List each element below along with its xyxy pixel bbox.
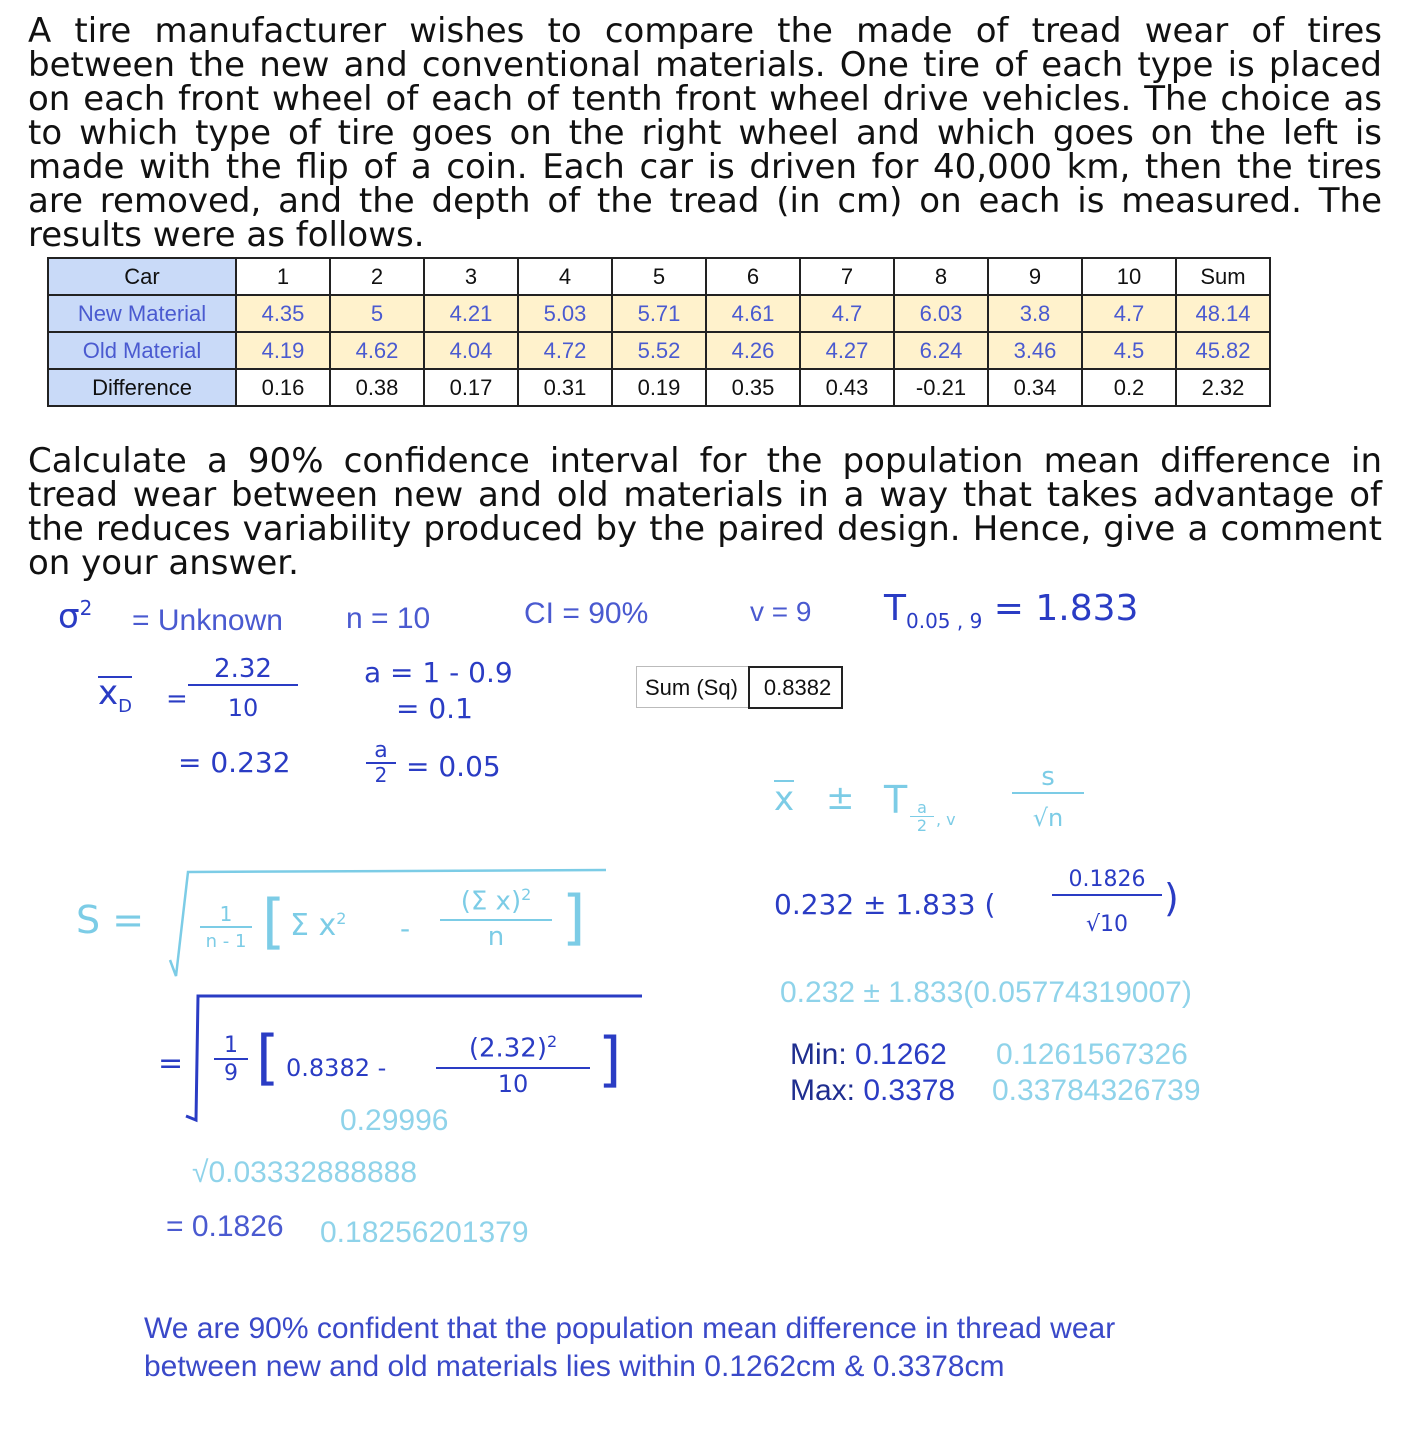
- mean-numerator: 2.32: [188, 654, 298, 686]
- conclusion: We are 90% confident that the population mean difference in thread wear between new and old materials lies within 0.1262cm & 0.3378cm: [144, 1312, 1116, 1383]
- sum-squares-box: [636, 666, 843, 709]
- s-formula-sumx-sq: (Σ x)$^2$: [440, 878, 552, 921]
- ci-max-exact: 0.33784326739: [992, 1074, 1201, 1107]
- table-cell: 0.19: [612, 369, 706, 406]
- row-label: Old Material: [48, 332, 236, 369]
- sum-cell: 45.82: [1176, 332, 1270, 369]
- sample-size: n = 10: [346, 602, 431, 635]
- table-cell: 4.21: [424, 295, 518, 332]
- table-cell: 5.03: [518, 295, 612, 332]
- s-sub-one: 1: [214, 1034, 248, 1060]
- ci-min: Min: 0.1262: [790, 1038, 947, 1071]
- s-exact: 0.18256201379: [320, 1216, 529, 1249]
- header-cell: 5: [612, 258, 706, 295]
- bracket-result: 0.29996: [340, 1104, 449, 1137]
- question-statement: Calculate a 90% confidence interval for the population mean difference in tread wear between new and old materials in a way that takes advantage of the reduces variability produced by the paired design. Hence, give a comment on your answer.: [28, 441, 1382, 583]
- table-cell: 6.24: [894, 332, 988, 369]
- s-sub-denominator: 10: [497, 1070, 529, 1098]
- sqrt-result: √0.03332888888: [192, 1156, 418, 1189]
- table-cell: 4.7: [800, 295, 894, 332]
- ci-formula-sqrt-n: √n: [1032, 804, 1064, 832]
- header-cell: 1: [236, 258, 330, 295]
- row-label: Difference: [48, 369, 236, 406]
- s-formula-close-bracket: ]: [562, 883, 586, 953]
- table-cell: 4.35: [236, 295, 330, 332]
- ci-sub-denominator: √10: [1085, 912, 1128, 937]
- s-formula-label: S =: [76, 898, 145, 942]
- mean-denominator: 10: [227, 694, 259, 722]
- table-cell: 4.61: [706, 295, 800, 332]
- s-formula-one: 1: [200, 902, 252, 928]
- ci-sub-numerator: 0.1826: [1052, 866, 1162, 896]
- ci-max: Max: 0.3378: [790, 1074, 956, 1107]
- ci-formula-pm: ±: [826, 778, 855, 818]
- problem-statement: A tire manufacturer wishes to compare the made of tread wear of tires between the new and conventional materials. One tire of each type is placed on each front wheel of each of tenth front wheel drive vehicles. The choice as to which type of tire goes on the right wheel and which goes on the left is made with the flip of a coin. Each car is driven for 40,000 km, then the tires are removed, and the depth of the tread (in cm) on each is measured. The results were as follows.: [28, 11, 1382, 255]
- table-cell: 4.19: [236, 332, 330, 369]
- sigma-unknown: = Unknown: [132, 604, 283, 637]
- table-cell: 0.17: [424, 369, 518, 406]
- ci-formula-sub-v: , v: [936, 810, 956, 829]
- xbar-symbol: $x_D$: [98, 676, 132, 722]
- mean-result: = 0.232: [178, 746, 291, 779]
- table-cell: 3.46: [988, 332, 1082, 369]
- s-sub-close-bracket: ]: [598, 1025, 622, 1095]
- header-cell: 4: [518, 258, 612, 295]
- table-row: [48, 369, 1270, 406]
- half-alpha-den: 2: [374, 763, 388, 787]
- ci-formula-xbar: x: [774, 779, 795, 819]
- s-formula-sum-x2: Σ $x^2$: [290, 908, 347, 943]
- table-cell: 5.71: [612, 295, 706, 332]
- s-formula-nm1: n - 1: [205, 931, 247, 952]
- table-cell: 5.52: [612, 332, 706, 369]
- table-cell: 0.31: [518, 369, 612, 406]
- s-sub-equals: =: [158, 1046, 184, 1081]
- half-alpha-num: a: [366, 740, 396, 764]
- table-cell: 5: [330, 295, 424, 332]
- header-cell: 3: [424, 258, 518, 295]
- table-cell: 0.34: [988, 369, 1082, 406]
- table-cell: 4.27: [800, 332, 894, 369]
- t-critical-value: $T_{0.05 , 9} = 1.833$: [884, 588, 1139, 634]
- ci-sub-close: ): [1164, 876, 1179, 920]
- table-row: [48, 332, 1270, 369]
- ci-min-exact: 0.1261567326: [996, 1038, 1188, 1071]
- sum-cell: 2.32: [1176, 369, 1270, 406]
- table-cell: 4.04: [424, 332, 518, 369]
- table-cell: 0.16: [236, 369, 330, 406]
- table-row: [48, 295, 1270, 332]
- table-cell: -0.21: [894, 369, 988, 406]
- sum-cell: 48.14: [1176, 295, 1270, 332]
- header-cell: Car: [48, 258, 236, 295]
- sum-squares-label: Sum (Sq): [636, 666, 748, 708]
- s-sub-nine: 9: [224, 1061, 238, 1086]
- table-cell: 6.03: [894, 295, 988, 332]
- table-cell: 4.26: [706, 332, 800, 369]
- table-cell: 0.43: [800, 369, 894, 406]
- sum-squares-value: 0.8382: [748, 666, 843, 709]
- alpha-calc: a = 1 - 0.9: [364, 656, 513, 689]
- header-cell: 8: [894, 258, 988, 295]
- s-sub-numerator: $(2.32)^2$: [436, 1024, 590, 1069]
- confidence-level: CI = 90%: [524, 597, 649, 630]
- s-formula-open-bracket: [: [262, 887, 286, 957]
- s-sub-open-bracket: [: [256, 1023, 280, 1093]
- s-sub-value: 0.8382 -: [286, 1054, 387, 1082]
- s-formula-n: n: [487, 922, 505, 952]
- table-cell: 0.2: [1082, 369, 1176, 406]
- table-cell: 4.72: [518, 332, 612, 369]
- ci-formula-sub-num: a: [910, 800, 934, 817]
- data-table: [47, 257, 1271, 407]
- half-alpha-result: = 0.05: [406, 750, 501, 783]
- header-cell: 10: [1082, 258, 1176, 295]
- s-formula-minus: -: [400, 912, 411, 945]
- table-header-row: [48, 258, 1270, 295]
- header-cell: 7: [800, 258, 894, 295]
- ci-formula-s: s: [1012, 762, 1084, 794]
- alpha-result: = 0.1: [396, 692, 473, 725]
- s-result: = 0.1826: [166, 1210, 284, 1243]
- table-cell: 4.7: [1082, 295, 1176, 332]
- table-cell: 0.35: [706, 369, 800, 406]
- table-cell: 0.38: [330, 369, 424, 406]
- ci-formula-sub-den: 2: [916, 816, 928, 835]
- sigma-symbol: $\sigma^2$: [58, 596, 93, 637]
- header-cell: 2: [330, 258, 424, 295]
- table-cell: 4.62: [330, 332, 424, 369]
- ci-substitution: 0.232 ± 1.833 (: [774, 888, 996, 921]
- equals-sign: =: [166, 684, 188, 714]
- ci-formula-t: T: [884, 778, 908, 822]
- ci-decimal: 0.232 ± 1.833(0.05774319007): [780, 976, 1192, 1009]
- header-cell: 9: [988, 258, 1082, 295]
- table-cell: 4.5: [1082, 332, 1176, 369]
- row-label: New Material: [48, 295, 236, 332]
- degrees-of-freedom: v = 9: [750, 596, 812, 627]
- table-cell: 3.8: [988, 295, 1082, 332]
- header-cell: Sum: [1176, 258, 1270, 295]
- header-cell: 6: [706, 258, 800, 295]
